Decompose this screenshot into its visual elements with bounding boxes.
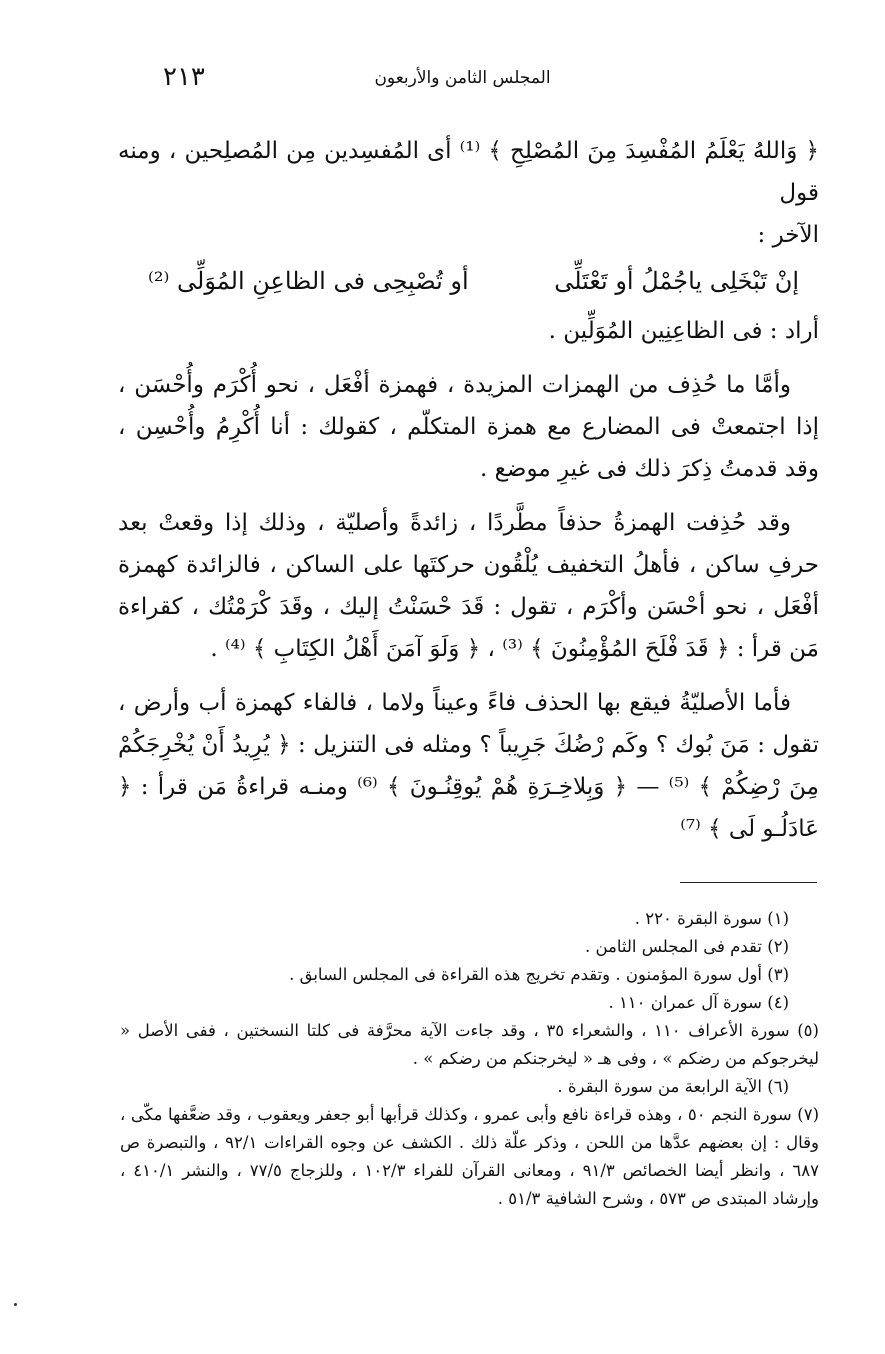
footnotes [120, 905, 819, 1213]
footnote-5: (٥) سورة الأعراف ١١٠ ، والشعراء ٣٥ ، وقد جاءت الآية محرَّفة فى كلتا النسختين ، ففى الأصل « ليخرجوكم من رضكم » ، وفى هـ « ليخرجنكم من رضكم » . [120, 1021, 819, 1068]
paragraph-2: أراد : فى الظاعِنِين المُوَلِّين . [548, 318, 819, 344]
paragraph-1-line-2: الآخر : [757, 222, 819, 248]
paragraph-4: وقد حُذِفت الهمزةُ حذفاً مطَّردًا ، زائدةً وأصليّة ، وذلك إذا وقعتْ بعد حرفِ ساكن ، فأهلُ التخفيف يُلْقُون حركتَها على الساكن ، فالزائدة كهمزة أفْعَل ، نحو أحْسَن وأكْرَم ، تقول : قَدَ حْسَنْتُ إليك ، وقَدَ كْرَمْتُك ، كقراءة مَن قرأ : ﴿ قَدَ فْلَحَ المُؤْمِنُونَ ﴾ ⁽³⁾ ، ﴿ وَلَوَ آمَنَ أَهْلُ الكِتَابِ ﴾ ⁽⁴⁾ . [118, 510, 819, 662]
footnote-2: (٢) تقدم فى المجلس الثامن . [585, 937, 789, 956]
verse-first-hemistich: إنْ تَبْخَلِى ياجُمْلُ أو تَعْتَلِّى [554, 267, 799, 295]
footnote-6: (٦) الآية الرابعة من سورة البقرة . [557, 1077, 789, 1096]
poetry-verse [118, 260, 819, 310]
running-title: المجلس الثامن والأربعون [374, 68, 551, 88]
footnote-4: (٤) سورة آل عمران ١١٠ . [608, 993, 789, 1012]
paragraph-5: فأما الأصليّةُ فيقع بها الحذف فاءً وعيناً ولاما ، فالفاء كهمزة أب وأرض ، تقول : مَنَ بُوك ؟ وكَم رْضُكَ جَرِيباً ؟ ومثله فى التنزيل : ﴿ يُرِيدُ أَنْ يُخْرِجَكُمْ مِنَ رْضِكُمْ ﴾ ⁽⁵⁾ — ﴿ وَبِلاخِـرَةِ هُمْ يُوقِنُـونَ ﴾ ⁽⁶⁾ ومنـه قراءةُ مَن قرأ : ﴿ عَادَلُـو لَى ﴾ ⁽⁷⁾ [118, 690, 819, 842]
footnote-separator [680, 882, 817, 883]
footnote-1: (١) سورة البقرة ٢٢٠ . [634, 909, 789, 928]
paragraph-1-line-1: ﴿ وَاللهُ يَعْلَمُ المُفْسِدَ مِنَ المُصْلِحِ ﴾ ⁽¹⁾ أى المُفسِدين مِن المُصلِحين ، ومنه قول [118, 138, 819, 206]
main-text [118, 130, 819, 850]
page-header [125, 62, 800, 102]
scan-speck [14, 1303, 17, 1306]
page-number: ٢١٣ [163, 62, 205, 92]
footnote-7: (٧) سورة النجم ٥٠ ، وهذه قراءة نافع وأبى عمرو ، وكذلك قرأبها أبو جعفر ويعقوب ، وقد ضعَّفها مكّى ، وقال : إن بعضهم عدَّها من اللحن ، وذكر علّة ذلك . الكشف عن وجوه القراءات ٩٢/١ ، والتبصرة ص ٦٨٧ ، وانظر أيضا الخصائص ٩١/٣ ، ومعانى القرآن للفراء ١٠٢/٣ ، وللزجاج ٧٧/٥ ، والنشر ٤١٠/١ ، وإرشاد المبتدى ص ٥٧٣ ، وشرح الشافية ٥١/٣ . [120, 1105, 820, 1208]
paragraph-3: وأمَّا ما حُذِف من الهمزات المزيدة ، فهمزة أفْعَل ، نحو أُكْرَم وأُحْسَن ، إذا اجتمعتْ فى المضارع مع همزة المتكلّم ، كقولك : أنا أُكْرِمُ وأُحْسِن ، وقد قدمتُ ذِكرَ ذلك فى غيرِ موضع . [118, 372, 819, 482]
footnote-3: (٣) أول سورة المؤمنون . وتقدم تخريج هذه القراءة فى المجلس السابق . [289, 965, 789, 984]
verse-second-hemistich: أو تُصْبِحِى فى الظاعِنِ المُوَلِّى ⁽²⁾ [148, 267, 469, 295]
